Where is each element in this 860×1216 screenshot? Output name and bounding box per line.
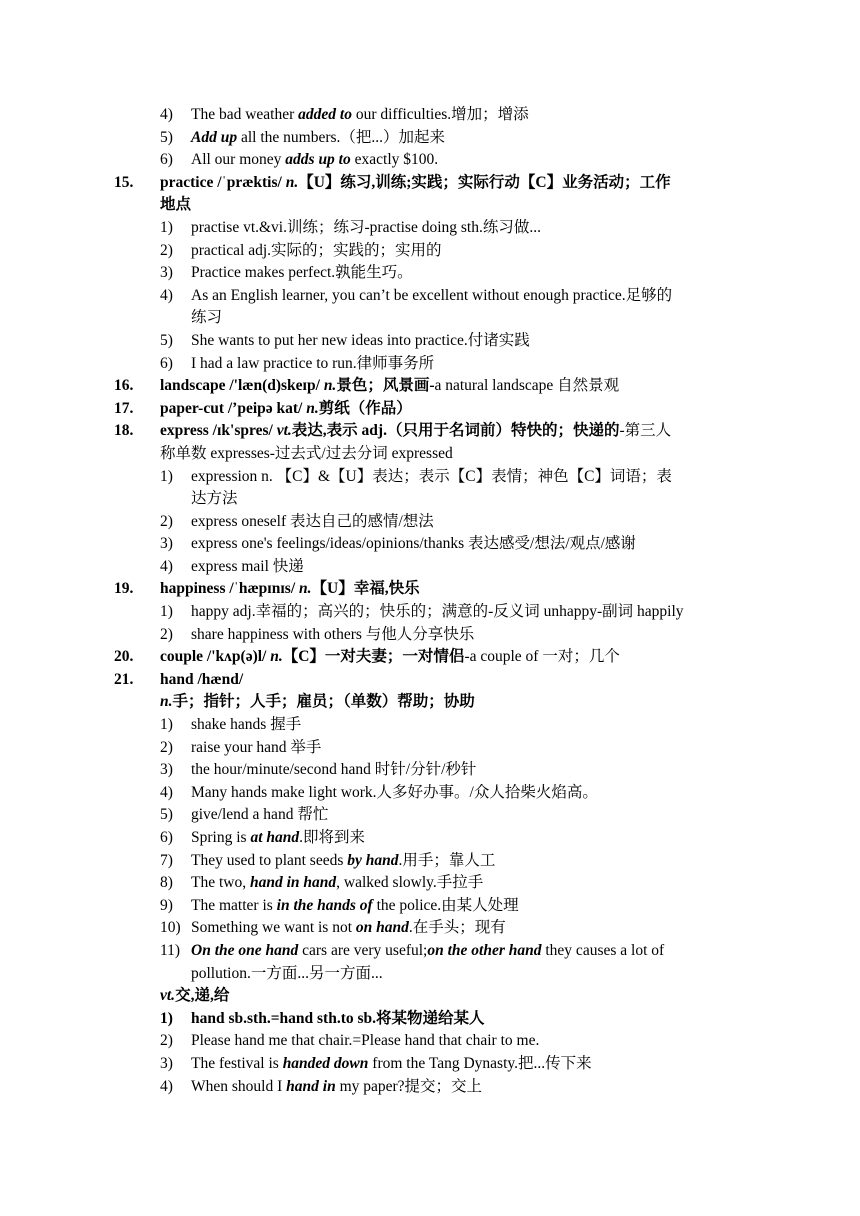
line-text [191,737,321,760]
entry-number: 17. [114,399,134,417]
text-segment: practice /ˈpræktis/ [160,173,286,191]
text-segment: expression n. 【C】&【U】表达；表示【C】表情；神色【C】词语；表 [191,467,672,485]
item-number: 11) [160,941,181,959]
line-text [191,624,474,647]
text-segment: at hand [250,829,300,846]
item-number: 4) [160,106,173,123]
text-segment: The matter is [191,896,277,914]
line-text [191,963,383,986]
entry-line [0,1053,860,1076]
text-segment: handed down [282,1054,369,1072]
item-number: 3) [160,1054,173,1072]
text-segment: express /ɪk'spres/ [160,422,277,440]
entry-line [0,194,860,217]
entry-number: 15. [114,173,134,191]
text-segment: express mail 快递 [191,557,304,575]
text-segment: Many hands make light work.人多好办事。/众人拾柴火焰高。 [191,783,598,801]
text-segment: .用手；靠人工 [398,851,496,869]
text-segment: n. [270,648,283,666]
text-segment: my paper?提交；交上 [335,1077,483,1095]
text-segment: .在手头；现有 [408,919,506,937]
text-segment: 交,递,给 [175,987,230,1005]
text-segment: She wants to put her new ideas into practice.付诸实践 [191,331,530,349]
line-text [160,398,412,421]
line-text [191,488,238,511]
text-segment: n. [306,399,319,417]
entry-heading [0,646,860,669]
item-number: 3) [160,264,173,282]
entry-line [0,556,860,579]
item-number: 1) [160,1009,173,1027]
line-text [160,691,475,714]
line-text [191,1053,592,1076]
entry-line [0,285,860,308]
line-text [191,104,529,127]
entry-line [0,1076,860,1099]
text-segment: .即将到来 [299,829,366,846]
line-text [191,850,495,873]
item-number: 10) [160,919,181,937]
item-number: 9) [160,896,173,914]
line-text [191,285,672,308]
text-segment: Spring is [191,829,251,846]
line-text [160,194,191,217]
line-text [191,759,476,782]
entry-line [0,714,860,737]
entry-line [0,850,860,873]
entry-heading [0,669,860,692]
line-text [191,917,506,940]
text-segment: vt. [276,422,292,440]
text-segment: The festival is [191,1054,283,1072]
entry-line [0,307,860,330]
entry-heading [0,172,860,195]
document-body [0,104,860,1098]
text-segment: All our money [191,151,286,169]
text-segment: Please hand me that chair.=Please hand that chair to me. [191,1032,540,1050]
entry-heading [0,398,860,421]
entry-line [0,940,860,963]
line-text [160,646,620,669]
text-segment: paper-cut /’peipə kat/ [160,399,307,417]
line-text [191,353,434,376]
text-segment: , walked slowly.手拉手 [336,874,484,892]
text-segment: 表达,表示 adj.（只用于名词前）特快的；快递的 [291,422,620,440]
part-of-speech-heading [0,691,860,714]
text-segment: our difficulties.增加；增添 [351,106,529,123]
text-segment: added to [298,106,352,123]
text-segment: practise vt.&vi.训练；练习-practise doing sth.练习做... [191,218,541,236]
entry-line [0,240,860,263]
entry-line [0,262,860,285]
entry-number: 21. [114,670,134,688]
item-number: 6) [160,151,173,169]
entry-heading [0,420,860,443]
item-number: 1) [160,218,173,236]
entry-line [0,737,860,760]
item-number: 5) [160,331,173,349]
entry-line [0,466,860,489]
item-number: 1) [160,716,173,734]
item-number: 2) [160,1032,173,1050]
text-segment: Add up [191,128,238,146]
line-text [191,782,598,805]
line-text [160,578,420,601]
entry-line [0,759,860,782]
text-segment: 练习 [191,309,223,327]
text-segment: cars are very useful; [298,941,428,959]
text-segment: n. [323,377,337,395]
item-number: 2) [160,625,173,643]
text-segment: give/lend a hand 帮忙 [191,806,329,824]
text-segment: express one's feelings/ideas/opinions/thanks 表达感受/想法/观点/感谢 [191,535,636,553]
item-number: 3) [160,761,173,779]
item-number: 4) [160,783,173,801]
item-number: 6) [160,829,173,846]
text-segment: all the numbers.（把...）加起来 [237,128,446,146]
line-text [160,443,453,466]
entry-line [0,104,860,127]
entry-number: 20. [114,648,134,666]
line-text [160,669,243,692]
line-text [191,262,413,285]
text-segment: When should I [191,1077,287,1095]
entry-number: 19. [114,580,134,598]
entry-line [0,217,860,240]
item-number: 5) [160,128,173,146]
text-segment: -第三人 [619,422,672,440]
text-segment: hand in [286,1077,336,1095]
text-segment: The bad weather [191,106,299,123]
line-text [191,240,442,263]
line-text [191,940,664,963]
text-segment: hand sb.sth.=hand sth.to sb.将某物递给某人 [191,1009,485,1027]
entry-line [0,127,860,150]
text-segment: in the hands of [276,896,373,914]
text-segment: hand /hænd/ [160,670,244,688]
entry-line [0,149,860,172]
text-segment: the hour/minute/second hand 时针/分针/秒针 [191,761,477,779]
entry-line [0,624,860,647]
entry-line [0,895,860,918]
line-text [191,872,483,895]
text-segment: they causes a lot of [541,941,665,959]
entry-line [0,804,860,827]
line-text [191,1076,482,1099]
entry-line [0,330,860,353]
line-text [191,330,530,353]
entry-line [0,1008,860,1031]
text-segment: from the Tang Dynasty.把...传下来 [368,1054,592,1072]
text-segment: on the other hand [427,941,542,959]
item-number: 1) [160,603,173,621]
item-number: 1) [160,467,173,485]
text-segment: hand in hand [249,874,337,892]
part-of-speech-heading [0,985,860,1008]
text-segment: n. [160,693,173,711]
item-number: 4) [160,286,173,304]
entry-line [0,488,860,511]
entry-number: 16. [114,377,134,395]
text-segment: 【U】幸福,快乐 [311,580,420,598]
text-segment: express oneself 表达自己的感情/想法 [191,512,434,530]
line-text [191,533,636,556]
entry-line [0,511,860,534]
text-segment: Practice makes perfect.孰能生巧。 [191,264,413,282]
text-segment: raise your hand 举手 [191,738,322,756]
text-segment: 手；指针；人手；雇员；（单数）帮助；协助 [172,693,475,711]
text-segment: 达方法 [191,490,238,508]
line-text [191,601,684,624]
text-segment: share happiness with others 与他人分享快乐 [191,625,475,643]
item-number: 3) [160,535,173,553]
text-segment: Something we want is not [191,919,356,937]
text-segment: practical adj.实际的；实践的；实用的 [191,241,442,259]
text-segment: As an English learner, you can’t be excellent without enough practice.足够的 [191,286,673,304]
item-number: 2) [160,241,173,259]
line-text [160,375,619,398]
text-segment: happy adj.幸福的；高兴的；快乐的；满意的-反义词 unhappy-副词 happily [191,603,684,621]
entry-line [0,1030,860,1053]
line-text [191,1030,539,1053]
entry-heading [0,578,860,601]
item-number: 4) [160,557,173,575]
item-number: 7) [160,851,173,869]
text-segment: happiness /ˈhæpɪnɪs/ [160,580,300,598]
entry-line [0,353,860,376]
line-text [191,1008,485,1031]
line-text [191,895,519,918]
entry-line [0,533,860,556]
text-segment: 景色；风景画- [336,377,435,395]
entry-line [0,827,860,850]
text-segment: On the one hand [191,941,299,959]
item-number: 8) [160,874,173,892]
text-segment: -a couple of 一对；几个 [464,648,620,666]
entry-line [0,917,860,940]
entry-line [0,443,860,466]
text-segment: 剪纸（作品） [318,399,412,417]
text-segment: the police.由某人处理 [372,896,519,914]
text-segment: 【U】练习,训练;实践；实际行动【C】业务活动；工作 [298,173,671,191]
text-segment: 称单数 expresses-过去式/过去分词 expressed [160,444,453,462]
text-segment: They used to plant seeds [191,851,348,869]
item-number: 6) [160,354,173,372]
line-text [191,149,438,172]
entry-line [0,872,860,895]
item-number: 2) [160,738,173,756]
line-text [191,127,445,150]
line-text [191,804,328,827]
text-segment: pollution.一方面...另一方面... [191,964,383,982]
text-segment: shake hands 握手 [191,716,302,734]
line-text [191,307,222,330]
entry-line [0,963,860,986]
text-segment: by hand [347,851,399,869]
line-text [191,217,541,240]
entry-line [0,601,860,624]
line-text [191,827,365,850]
text-segment: n. [285,173,299,191]
line-text [160,985,229,1008]
text-segment: on hand [355,919,409,937]
line-text [191,511,434,534]
text-segment: couple /'kʌp(ə)l/ [160,648,271,666]
text-segment: n. [299,580,312,598]
text-segment: adds up to [285,151,351,169]
line-text [191,556,304,579]
line-text [191,466,672,489]
text-segment: 地点 [160,196,192,214]
text-segment: exactly $100. [350,151,439,169]
text-segment: The two, [191,874,250,892]
text-segment: 【C】一对夫妻；一对情侣 [282,648,465,666]
line-text [160,420,671,443]
line-text [191,714,301,737]
text-segment: a natural landscape 自然景观 [434,377,620,395]
item-number: 5) [160,806,173,824]
line-text [160,172,671,195]
entry-number: 18. [114,422,134,440]
entry-line [0,782,860,805]
text-segment: I had a law practice to run.律师事务所 [191,354,435,372]
text-segment: vt. [160,987,176,1005]
text-segment: landscape /'læn(d)skeɪp/ [160,377,324,395]
item-number: 4) [160,1077,173,1095]
entry-heading [0,375,860,398]
item-number: 2) [160,512,173,530]
